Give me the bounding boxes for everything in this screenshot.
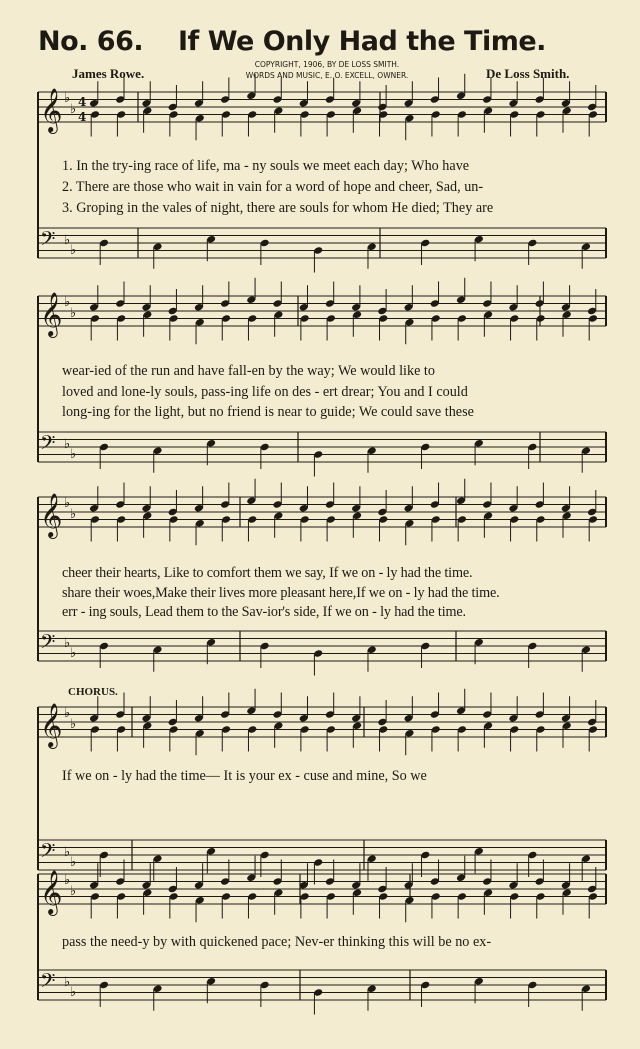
flat-sign-icon: ♭ [64, 91, 71, 106]
verse2-line2: loved and lone-ly souls, pass-ing life on des - ert drear; You and I could [62, 384, 468, 400]
flat-sign-icon: ♭ [64, 437, 71, 452]
verse3-line2: long-ing for the light, but no friend is near to guide; We could save these [62, 404, 474, 420]
hymn-number: No. 66. [38, 26, 144, 57]
flat-sign-icon: ♭ [70, 884, 77, 899]
flat-sign-icon: ♭ [70, 855, 77, 870]
flat-sign-icon: ♭ [64, 845, 71, 860]
verse2-line3: share their woes,Make their lives more pleasant here,If we on - ly had the time. [62, 585, 500, 601]
bass-clef-icon: 𝄢 [40, 839, 56, 867]
treble-clef-icon: 𝄞 [40, 292, 63, 336]
treble-clef-icon: 𝄞 [40, 703, 63, 747]
flat-sign-icon: ♭ [70, 102, 77, 117]
flat-sign-icon: ♭ [70, 306, 77, 321]
verse3-line3: err - ing souls, Lead them to the Sav-ior's side, If we on - ly had the time. [62, 604, 466, 620]
verse3-line1: 3. Groping in the vales of night, there are souls for whom He died; They are [62, 200, 494, 216]
hymn-title: If We Only Had the Time. [178, 26, 546, 57]
flat-sign-icon: ♭ [64, 233, 71, 248]
chorus-label: CHORUS. [68, 686, 118, 698]
composer: De Loss Smith. [486, 66, 570, 81]
copyright-line-2: WORDS AND MUSIC, E. O. EXCELL, OWNER. [245, 71, 409, 80]
flat-sign-icon: ♭ [70, 717, 77, 732]
flat-sign-icon: ♭ [64, 706, 71, 721]
bass-clef-icon: 𝄢 [40, 630, 56, 658]
flat-sign-icon: ♭ [64, 636, 71, 651]
lyricist: James Rowe. [72, 66, 145, 81]
bass-clef-icon: 𝄢 [40, 227, 56, 255]
time-signature-icon: 4 [78, 110, 87, 124]
flat-sign-icon: ♭ [64, 496, 71, 511]
chorus-line1: If we on - ly had the time— It is your ex - cuse and mine, So we [62, 768, 427, 784]
treble-clef-icon: 𝄞 [40, 870, 63, 914]
verse1-line3: cheer their hearts, Like to comfort them we say, If we on - ly had the time. [62, 565, 473, 581]
flat-sign-icon: ♭ [64, 873, 71, 888]
flat-sign-icon: ♭ [70, 646, 77, 661]
flat-sign-icon: ♭ [70, 507, 77, 522]
chorus-line2: pass the need-y by with quickened pace; Nev-er thinking this will be no ex- [62, 934, 492, 950]
bass-clef-icon: 𝄢 [40, 969, 56, 997]
flat-sign-icon: ♭ [70, 447, 77, 462]
treble-clef-icon: 𝄞 [40, 88, 63, 132]
time-signature-icon: 4 [78, 95, 87, 109]
verse2-line1: 2. There are those who wait in vain for a word of hope and cheer, Sad, un- [62, 179, 484, 195]
flat-sign-icon: ♭ [64, 295, 71, 310]
treble-clef-icon: 𝄞 [40, 493, 63, 537]
copyright-line-1: COPYRIGHT, 1906, BY DE LOSS SMITH. [254, 60, 400, 69]
flat-sign-icon: ♭ [64, 975, 71, 990]
flat-sign-icon: ♭ [70, 985, 77, 1000]
verse1-line2: wear-ied of the run and have fall-en by the way; We would like to [62, 363, 435, 379]
bass-clef-icon: 𝄢 [40, 431, 56, 459]
verse1-line1: 1. In the try-ing race of life, ma - ny souls we meet each day; Who have [62, 158, 470, 174]
flat-sign-icon: ♭ [70, 243, 77, 258]
